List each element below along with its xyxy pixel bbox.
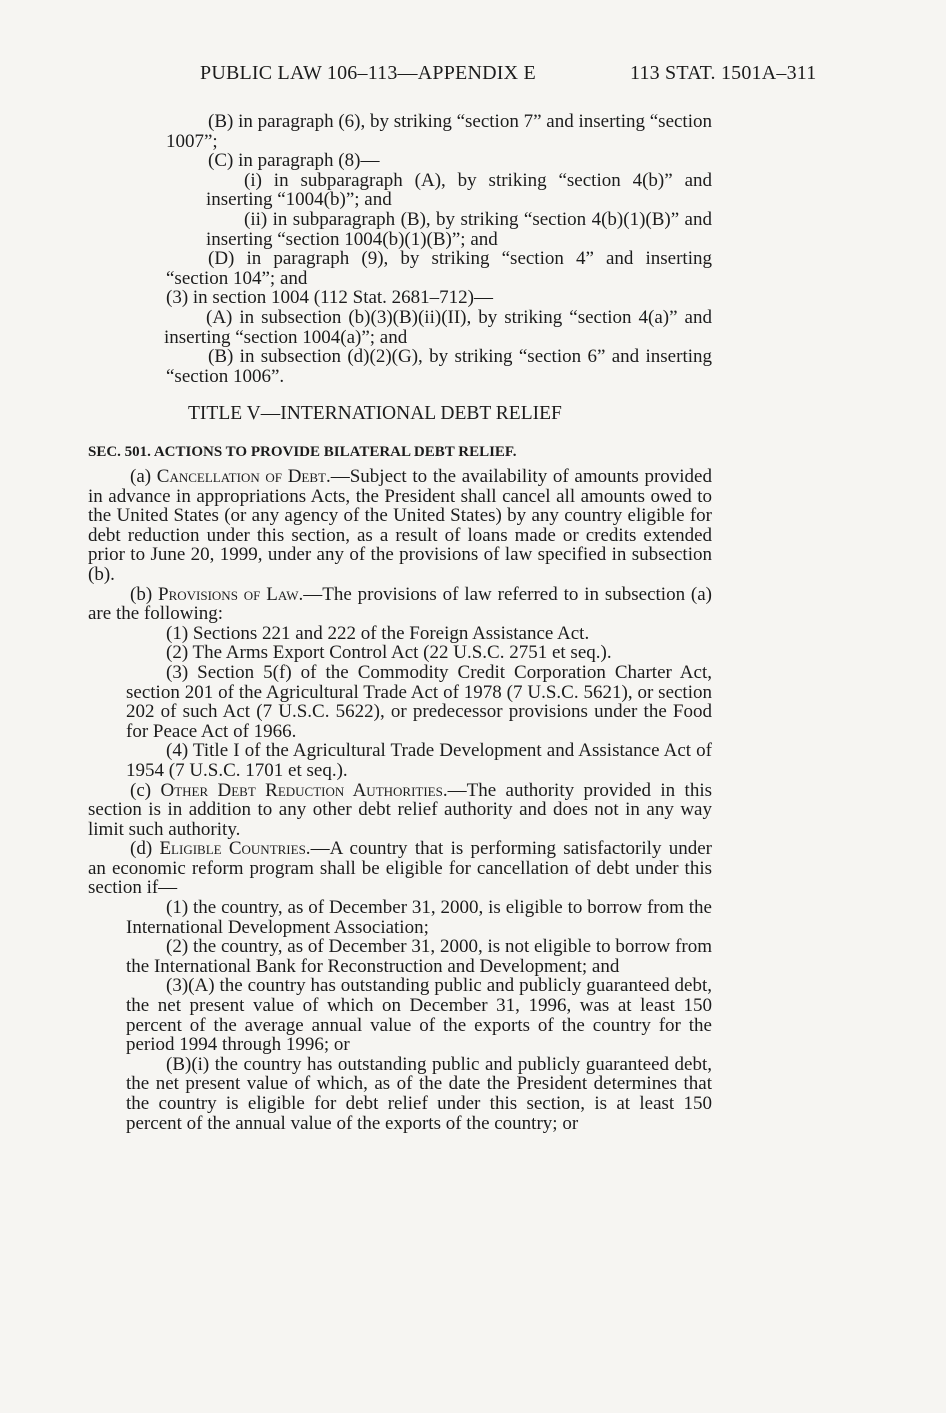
eligibility-list: [88, 898, 712, 1133]
subsection-marker: (b): [130, 583, 153, 605]
list-item: (4) Title I of the Agricultural Trade Development and Assistance Act of 1954 (7 U.S.C. 1701 et seq.).: [126, 740, 712, 781]
amendment-paragraph: (ii) in subparagraph (B), by striking “section 4(b)(1)(B)” and inserting “section 1004(b)(1)(B)”; and: [206, 208, 712, 250]
list-item: (B)(i) the country has outstanding public and publicly guaranteed debt, the net present value of which, as of the date the President determines that the country is eligible for debt relief under this section, is at least 150 percent of the annual value of the exports of the country; or: [126, 1053, 712, 1134]
subsection-heading: Provisions of Law.: [158, 583, 304, 605]
amendment-paragraph: (B) in subsection (d)(2)(G), by striking “section 6” and inserting “section 1006”.: [166, 346, 712, 387]
list-item: (2) The Arms Export Control Act (22 U.S.C. 2751 et seq.).: [166, 642, 612, 664]
list-item: (3)(A) the country has outstanding public and publicly guaranteed debt, the net present value of which on December 31, 1996, was at least 150 percent of the average annual value of the exports of the country for the period 1994 through 1996; or: [126, 975, 712, 1056]
list-item: (1) the country, as of December 31, 2000, is eligible to borrow from the International Development Association;: [126, 897, 712, 938]
subsection-c: [88, 781, 712, 840]
list-item: (1) Sections 221 and 222 of the Foreign Assistance Act.: [166, 622, 590, 644]
subsection-text: —The authority provided in this section is in addition to any other debt relief authority and does not in any way limit such authority.: [88, 779, 713, 840]
subsection-a: [88, 467, 712, 585]
subsection-marker: (a): [130, 466, 152, 487]
title-heading: TITLE V—INTERNATIONAL DEBT RELIEF: [188, 403, 562, 424]
subsection-marker: (c): [130, 779, 152, 801]
list-item: (2) the country, as of December 31, 2000, is not eligible to borrow from the International Bank for Reconstruction and Development; and: [126, 936, 712, 977]
page-header: [200, 62, 860, 85]
subsection-heading: Other Debt Reduction Authorities.: [160, 779, 448, 801]
subsection-text: —A country that is performing satisfactorily under an economic reform program shall be eligible for cancellation of debt under this section if—: [88, 838, 712, 899]
provisions-list: [88, 624, 712, 781]
amendment-paragraph: (i) in subparagraph (A), by striking “section 4(b)” and inserting “1004(b)”; and: [206, 169, 712, 211]
header-right: 113 STAT. 1501A–311: [630, 62, 817, 84]
header-left: PUBLIC LAW 106–113—APPENDIX E: [200, 62, 536, 84]
subsection-d: [88, 839, 712, 898]
amendment-paragraph: (A) in subsection (b)(3)(B)(ii)(II), by striking “section 4(a)” and inserting “section 1004(a)”; and: [164, 306, 712, 348]
subsection-marker: (d): [130, 838, 153, 860]
subsection-heading: Cancellation of Debt.: [156, 466, 331, 487]
amendment-list: [166, 112, 712, 386]
amendment-paragraph: (C) in paragraph (8)—: [208, 150, 380, 172]
list-item: (3) Section 5(f) of the Commodity Credit Corporation Charter Act, section 201 of the Agricultural Trade Act of 1978 (7 U.S.C. 5621), or section 202 of such Act (7 U.S.C. 5622), or predecessor provisions under the Food for Peace Act of 1966.: [126, 661, 712, 742]
section-heading: SEC. 501. ACTIONS TO PROVIDE BILATERAL DEBT RELIEF.: [88, 444, 517, 460]
amendment-paragraph: (3) in section 1004 (112 Stat. 2681–712)—: [166, 287, 494, 309]
amendment-paragraph: (D) in paragraph (9), by striking “section 4” and inserting “section 104”; and: [166, 248, 712, 289]
amendment-paragraph: (B) in paragraph (6), by striking “section 7” and inserting “section 1007”;: [166, 111, 712, 152]
subsection-b: [88, 585, 712, 624]
section-body: [88, 467, 712, 1133]
subsection-text: —The provisions of law referred to in subsection (a) are the following:: [88, 583, 713, 625]
subsection-heading: Eligible Countries.: [159, 838, 311, 860]
subsection-text: —Subject to the availability of amounts provided in advance in appropriations Acts, the President shall cancel all amounts owed to the United States (or any agency of the United States) by any country eligible for debt reduction under this section, as a result of loans made or credits extended prior to June 20, 1999, under any of the provisions of law specified in subsection (b).: [88, 466, 712, 585]
